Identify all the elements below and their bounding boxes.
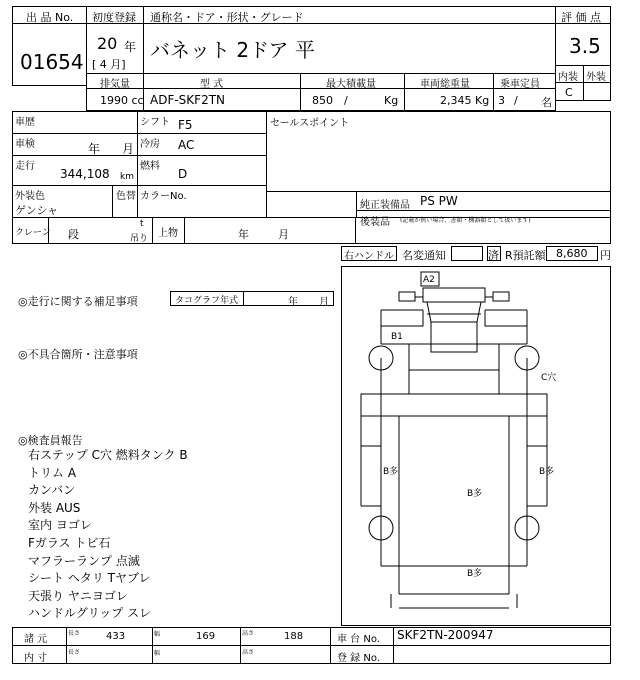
color-change-label: 色替 (116, 191, 136, 202)
model-code: ADF-SKF2TN (150, 93, 226, 107)
history-label: 車歴 (15, 117, 35, 128)
recycle-mark: 済 (488, 249, 499, 262)
chassis-label: 車 台 No. (337, 634, 380, 645)
max-load-unit: Kg (384, 94, 399, 107)
capacity-label: 乗車定員 (500, 79, 540, 90)
yen-unit: 円 (600, 249, 611, 262)
displacement-label: 排気量 (100, 79, 130, 90)
max-load-separator: / (344, 94, 348, 107)
std-equip-value: PS PW (420, 194, 458, 208)
reg-year-unit: 年 (124, 40, 137, 54)
mileage-unit: km (120, 172, 134, 182)
tachograph-month-unit: 月 (319, 297, 329, 308)
inner-length-label: 長さ (68, 649, 81, 656)
chassis-number: SKF2TN-200947 (397, 628, 494, 642)
interior-grade: C (565, 86, 573, 99)
inner-dim-label: 内 寸 (24, 653, 48, 664)
shift-value: F5 (178, 118, 193, 132)
recycle-label: R預託額 (505, 249, 546, 262)
capacity-separator: / (514, 94, 518, 107)
ext-color-label: 外装色 (15, 191, 45, 202)
mileage-value: 344,108 (60, 167, 110, 181)
width-value: 169 (196, 631, 216, 642)
width-label: 幅 (154, 631, 161, 638)
upper-body-label: 上物 (158, 228, 178, 239)
tachograph-label: タコグラフ年式 (175, 296, 239, 306)
mileage-label: 走行 (15, 161, 35, 172)
tachograph-year-unit: 年 (288, 297, 298, 308)
inner-height-label: 高さ (242, 649, 255, 656)
note-line: 天張り ヤニヨゴレ (28, 588, 128, 603)
note-line: Fガラス トビ石 (28, 535, 111, 550)
fuel-value: D (178, 167, 188, 181)
note-line: 室内 ヨゴレ (28, 518, 92, 533)
score-label: 評 価 点 (561, 11, 601, 24)
max-load-label: 最大積載量 (326, 79, 376, 90)
truck-diagram (341, 266, 611, 626)
max-load: 850 (312, 94, 333, 107)
car-name-label: 通称名・ドア・形状・グレード (150, 11, 304, 24)
capacity-unit: 名 (541, 96, 552, 109)
lot-number: 01654 (20, 50, 84, 74)
inspector-notes (28, 446, 188, 622)
length-value: 433 (106, 631, 126, 642)
length-label: 長さ (68, 630, 81, 637)
height-value: 188 (284, 631, 304, 642)
damage-mark: C穴 (541, 373, 557, 383)
car-name: バネット 2ドア 平 (150, 38, 315, 62)
ac-label: 冷房 (140, 139, 160, 150)
reg-month: [ 4 月] (92, 58, 126, 71)
steering-value: 右ハンドル (344, 251, 394, 262)
damage-mark: A2 (423, 275, 435, 285)
fuel-label: 燃料 (140, 161, 160, 172)
note-line: シート ヘタリ Tヤブレ (28, 571, 151, 586)
crane-stage: 段 (68, 228, 79, 241)
aftermarket-note: (記載が無い場合、書類・機器類として扱います) (400, 217, 531, 224)
gvw: 2,345 Kg (440, 94, 490, 107)
note-line: マフラーランプ 点滅 (28, 553, 140, 568)
shift-label: シフト (140, 117, 170, 128)
damage-mark: B多 (383, 467, 399, 477)
driving-notes-label: ◎走行に関する補足事項 (18, 295, 138, 308)
interior-label: 内装 (558, 72, 578, 83)
sales-point-label: セールスポイント (270, 118, 350, 129)
upper-year-unit: 年 (238, 228, 249, 241)
color-code-label: カラーNo. (140, 191, 187, 202)
note-line: ハンドルグリップ スレ (28, 606, 152, 621)
note-line: トリム A (28, 465, 77, 480)
ac-value: AC (178, 138, 195, 152)
name-change-box (451, 246, 483, 261)
defects-label: ◎不具合箇所・注意事項 (18, 348, 138, 361)
crane-ton: t (140, 219, 144, 229)
damage-mark: B多 (467, 489, 483, 499)
gvw-label: 車両総重量 (420, 79, 470, 90)
damage-mark: B多 (539, 467, 555, 477)
reg-year: 20 (97, 34, 118, 53)
damage-mark: B多 (467, 569, 483, 579)
lot-label: 出 品 No. (26, 11, 74, 24)
std-equip-label: 純正装備品 (360, 200, 410, 211)
model-label: 型 式 (200, 79, 224, 90)
aftermarket-label: 後装品 (360, 217, 390, 228)
crane-lift: 吊り (130, 234, 149, 244)
inner-width-label: 幅 (154, 650, 161, 657)
inspector-report-label: ◎検査員報告 (18, 434, 83, 447)
name-change-label: 名変通知 (402, 249, 446, 262)
inspection-month-unit: 月 (122, 142, 135, 156)
inspection-year-unit: 年 (88, 142, 101, 156)
exterior-label: 外装 (586, 72, 606, 83)
reg-number-label: 登 録 No. (337, 653, 380, 664)
crane-label: クレーン (15, 228, 51, 238)
height-label: 高さ (242, 630, 255, 637)
note-line: 外装 AUS (28, 500, 81, 515)
score-value: 3.5 (569, 34, 601, 58)
capacity: 3 (498, 94, 505, 107)
spec-label: 諸 元 (24, 634, 48, 645)
note-line: カンバン (28, 483, 76, 498)
damage-mark: B1 (391, 332, 403, 342)
displacement: 1990 cc (100, 94, 144, 107)
upper-month-unit: 月 (278, 228, 289, 241)
recycle-amount: 8,680 (556, 247, 588, 260)
inspection-label: 車検 (15, 139, 35, 150)
ext-color-value: ゲンシャ (15, 204, 59, 217)
note-line: 右ステップ C穴 燃料タンク B (28, 448, 188, 462)
first-reg-label: 初度登録 (92, 11, 136, 24)
